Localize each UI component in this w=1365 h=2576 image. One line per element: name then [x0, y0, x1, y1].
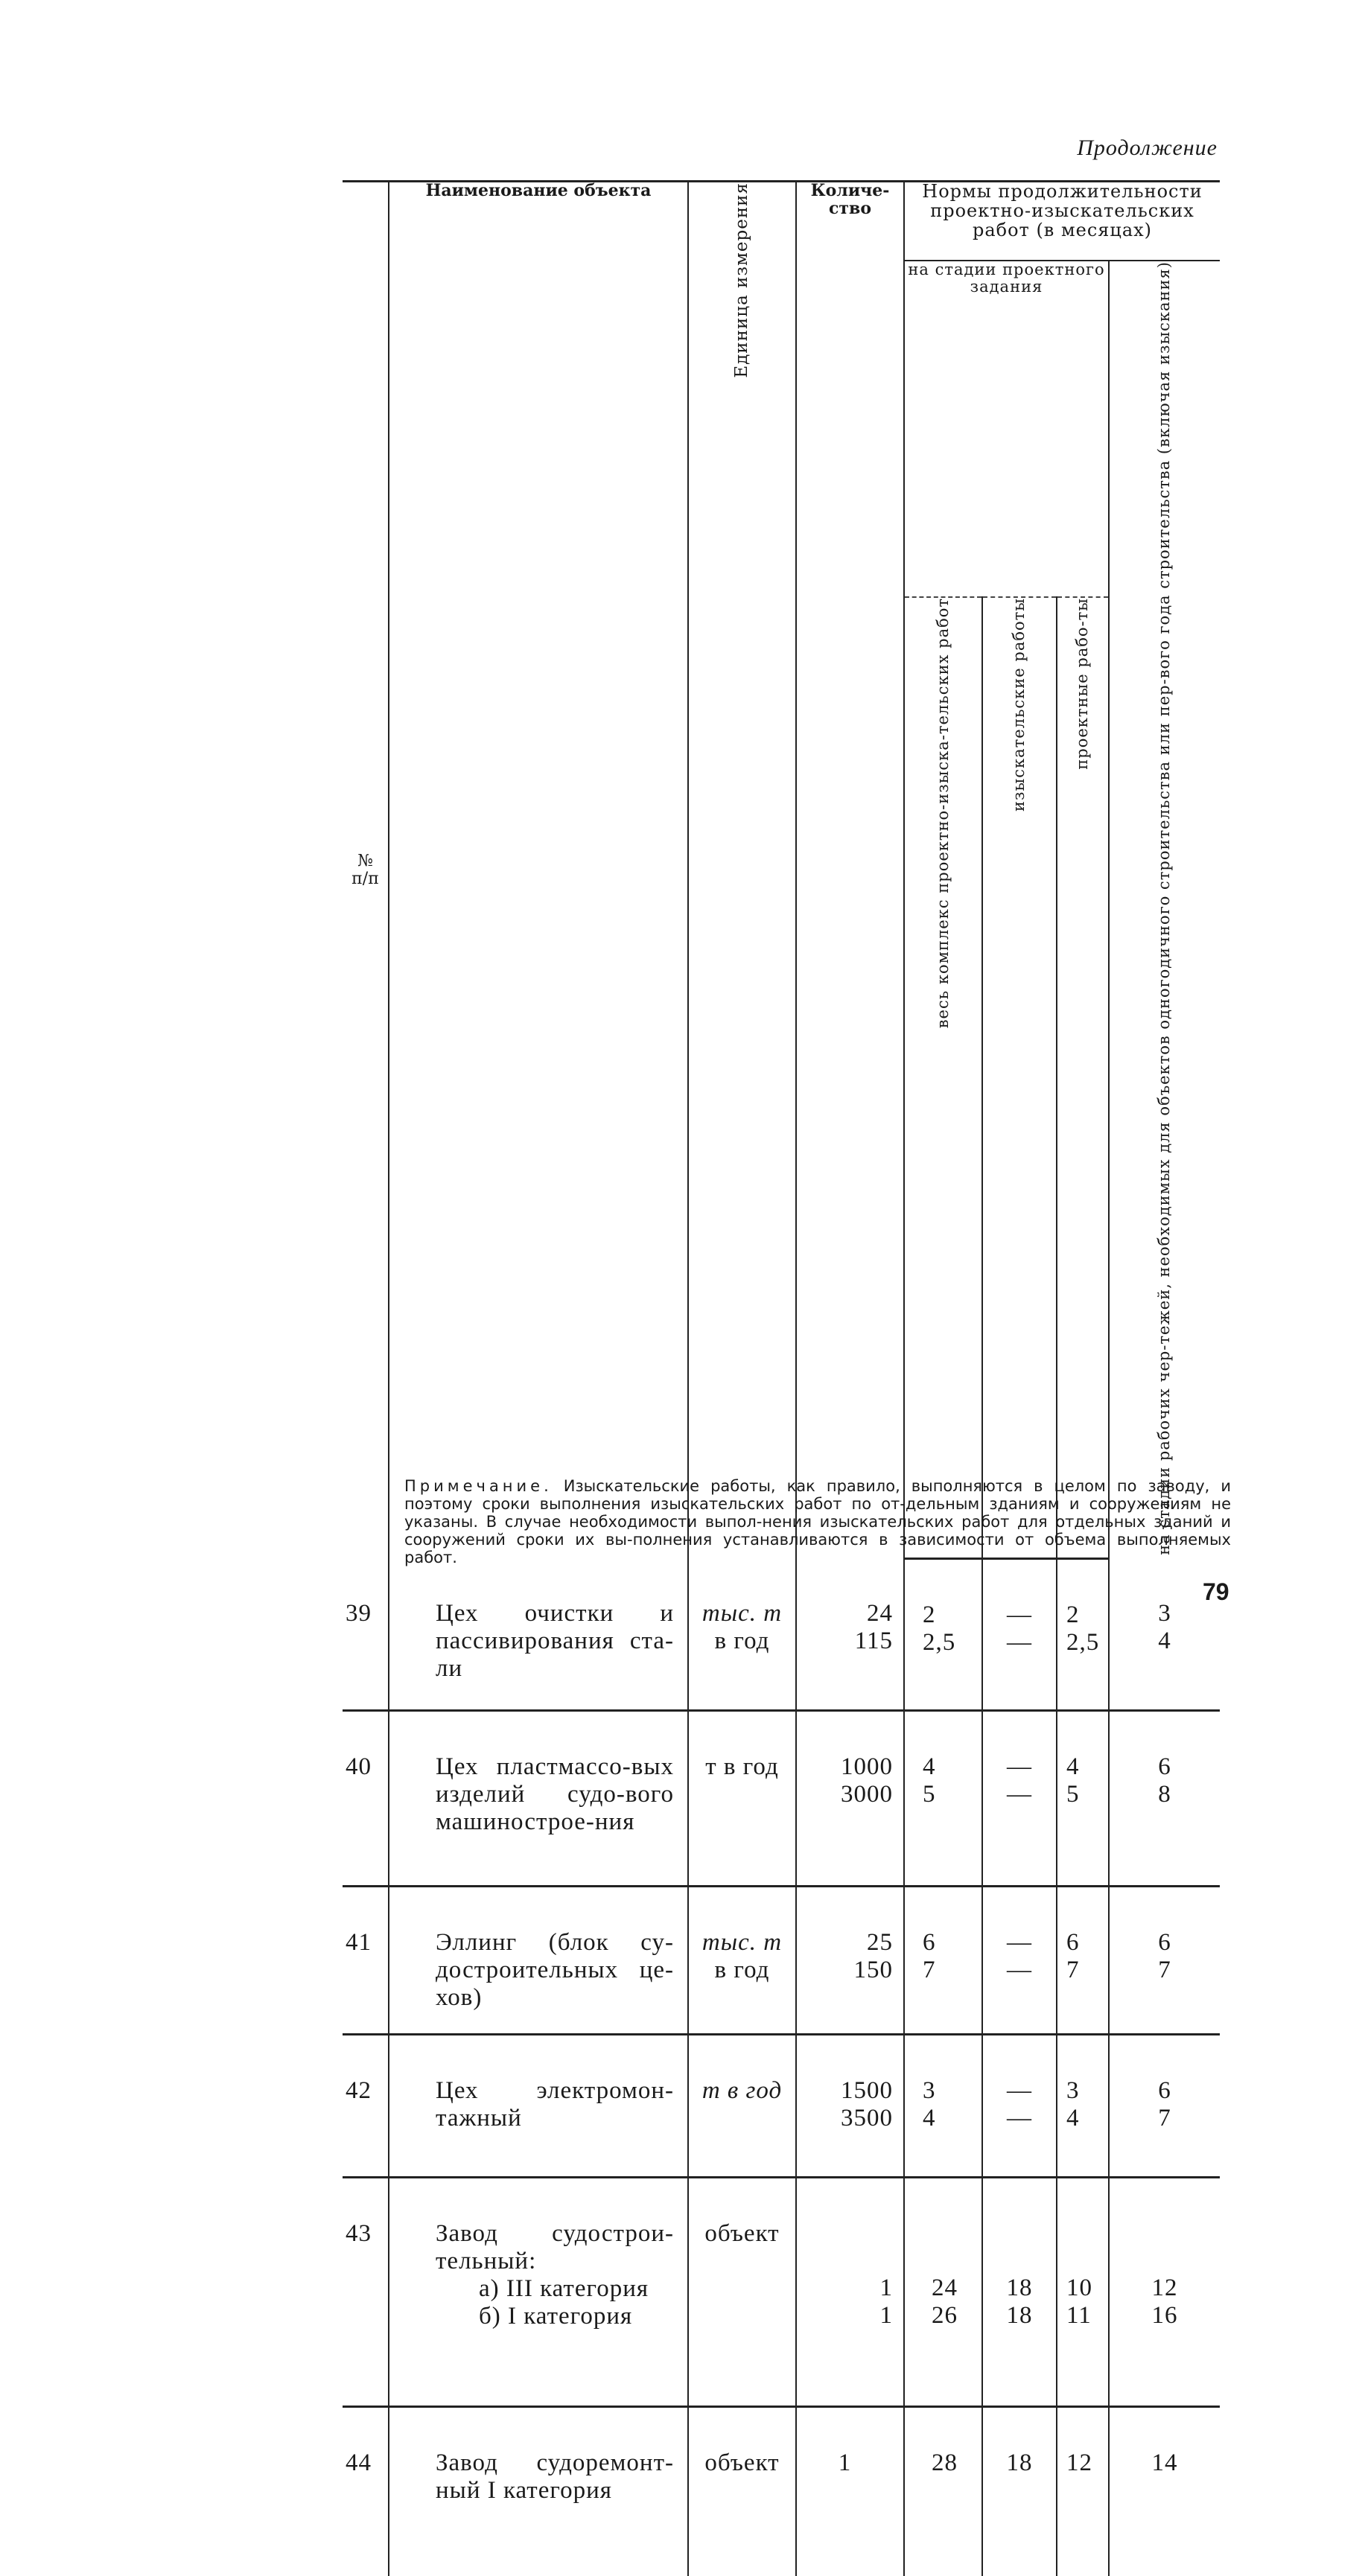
design-cell: 10 11: [1057, 2177, 1109, 2406]
unit-cell: тыс. т в год: [688, 1558, 796, 1710]
row-number: 44: [346, 2449, 372, 2476]
norms-table: [343, 180, 1220, 2576]
design-cell: 2 2,5: [1057, 1558, 1109, 1710]
survey-cell: 18: [982, 2406, 1057, 2576]
object-name: Цех электромон-тажный: [389, 2034, 688, 2177]
quantity-cell: 1500 3500: [796, 2034, 904, 2177]
object-name: Завод судоремонт-ный I категория: [389, 2406, 688, 2576]
header-quantity: Количе- ство: [796, 182, 904, 1559]
survey-cell: — —: [982, 2034, 1057, 2177]
survey-cell: — —: [982, 1710, 1057, 1886]
unit-cell: объект: [688, 2406, 796, 2576]
working-drawings-cell: 6 7: [1109, 1886, 1220, 2034]
design-cell: 12: [1057, 2406, 1109, 2576]
working-drawings-cell: 12 16: [1109, 2177, 1220, 2406]
full-complex-cell: 24 26: [904, 2177, 982, 2406]
row-number: 43: [343, 2177, 389, 2406]
design-cell: 6 7: [1057, 1886, 1109, 2034]
header-working-drawings: на стадии рабочих чер-тежей, необходимых для объектов одногодичного строительства или пер-вого года строительства (включая изыскания): [1109, 261, 1220, 1558]
object-name: Завод судострои-тельный: а) III категория б) I категория: [389, 2177, 688, 2406]
full-complex-cell: 3 4: [904, 2034, 982, 2177]
full-complex-cell: 28: [904, 2406, 982, 2576]
header-survey-works: изыскательские работы: [982, 597, 1057, 1559]
table-footnote: [404, 1477, 1231, 1566]
working-drawings-cell: 6 8: [1109, 1710, 1220, 1886]
table-row: [343, 1886, 1220, 2034]
quantity-cell: 1000 3000: [796, 1710, 904, 1886]
row-number: 42: [343, 2034, 389, 2177]
survey-cell: 18 18: [982, 2177, 1057, 2406]
object-name: Цех пластмассо-вых изделий судо-вого машинострое-ния: [389, 1710, 688, 1886]
design-cell: 4 5: [1057, 1710, 1109, 1886]
footnote-label: Примечание.: [404, 1477, 553, 1495]
object-name: Цех очистки и пассивирования ста-ли: [389, 1558, 688, 1710]
header-object-name: Наименование объекта: [389, 182, 688, 1559]
full-complex-cell: 2 2,5: [904, 1558, 982, 1710]
working-drawings-cell: 6 7: [1109, 2034, 1220, 2177]
table-row: [343, 1710, 1220, 1886]
table-row: [343, 1558, 1220, 1710]
header-design-works: проектные рабо-ты: [1057, 597, 1109, 1559]
survey-cell: — —: [982, 1886, 1057, 2034]
table-row: [343, 2034, 1220, 2177]
table-row: [343, 2406, 1220, 2576]
unit-cell: объект: [688, 2177, 796, 2406]
header-stage-title: на стадии проектного задания: [904, 261, 1109, 597]
object-name: Эллинг (блок су-достроительных це-хов): [389, 1886, 688, 2034]
page-number: 79: [1203, 1578, 1229, 1605]
row-number: 40: [343, 1710, 389, 1886]
quantity-cell: 1: [796, 2406, 904, 2576]
unit-cell: т в год: [688, 1710, 796, 1886]
survey-cell: — —: [982, 1558, 1057, 1710]
unit-cell: тыс. т в год: [688, 1886, 796, 2034]
row-number: 39: [343, 1558, 389, 1710]
design-cell: 3 4: [1057, 2034, 1109, 2177]
row-number: 41: [343, 1886, 389, 2034]
continuation-label: Продолжение: [1077, 136, 1218, 160]
unit-cell: т в год: [688, 2034, 796, 2177]
quantity-cell: 25 150: [796, 1886, 904, 2034]
footnote-text: Изыскательские работы, как правило, выполняются в целом по заводу, и поэтому сроки выполнения изыскательских работ по от-дельным зданиям и сооружениям не указаны. В случае необходимости выпол-нения изыскательских работ для отдельных зданий и сооружений сроки их вы-полнения устанавливаются в зависимости от объема выполняемых работ.: [404, 1477, 1231, 1566]
quantity-cell: 1 1: [796, 2177, 904, 2406]
full-complex-cell: 6 7: [904, 1886, 982, 2034]
quantity-cell: 24 115: [796, 1558, 904, 1710]
working-drawings-cell: 14: [1109, 2406, 1220, 2576]
header-full-complex: весь комплекс проектно-изыска-тельских работ: [904, 597, 982, 1559]
table-row: [343, 2177, 1220, 2406]
full-complex-cell: 4 5: [904, 1710, 982, 1886]
working-drawings-cell: 3 4: [1109, 1558, 1220, 1710]
header-norms-title: Нормы продолжительности проектно-изыскательских работ (в месяцах): [904, 182, 1220, 261]
header-unit: Единица измерения: [688, 182, 796, 1559]
header-number: № п/п: [343, 182, 389, 1559]
